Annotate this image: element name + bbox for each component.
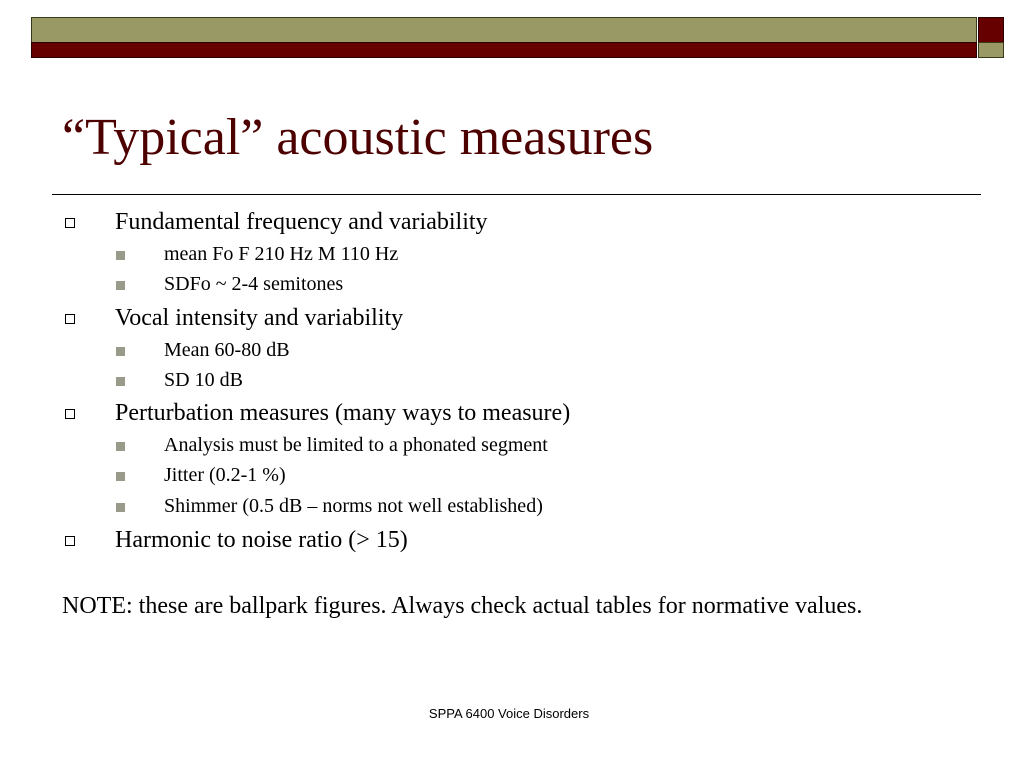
hollow-square-bullet-icon (65, 409, 75, 419)
footer-text: SPPA 6400 Voice Disorders (428, 706, 590, 721)
hollow-square-bullet-icon (65, 218, 75, 228)
filled-square-bullet-icon (116, 377, 125, 386)
header-maroon-square (978, 17, 1004, 43)
bullet-item: Harmonic to noise ratio (> 15) (115, 527, 408, 553)
slide-title: “Typical” acoustic measures (62, 109, 654, 166)
header-maroon-bar (31, 42, 977, 58)
filled-square-bullet-icon (116, 472, 125, 481)
bullet-item: Vocal intensity and variability (115, 305, 404, 331)
sub-bullet-item: Analysis must be limited to a phonated segment (164, 434, 548, 456)
filled-square-bullet-icon (116, 251, 125, 260)
slide-footer (0, 706, 1024, 721)
filled-square-bullet-icon (116, 442, 125, 451)
hollow-square-bullet-icon (65, 314, 75, 324)
bullet-item: Fundamental frequency and variability (115, 209, 488, 235)
sub-bullet-item: mean Fo F 210 Hz M 110 Hz (164, 243, 399, 265)
hollow-square-bullet-icon (65, 536, 75, 546)
sub-bullet-item: Mean 60-80 dB (164, 339, 290, 361)
header-olive-square (978, 42, 1004, 58)
filled-square-bullet-icon (116, 347, 125, 356)
header-olive-bar (31, 17, 977, 43)
sub-bullet-item: Jitter (0.2-1 %) (164, 464, 286, 486)
sub-bullet-item: Shimmer (0.5 dB – norms not well established) (164, 495, 543, 517)
bullet-item: Perturbation measures (many ways to measure) (115, 400, 571, 426)
sub-bullet-item: SD 10 dB (164, 369, 243, 391)
filled-square-bullet-icon (116, 281, 125, 290)
filled-square-bullet-icon (116, 503, 125, 512)
title-divider (52, 194, 981, 195)
sub-bullet-item: SDFo ~ 2-4 semitones (164, 273, 344, 295)
note-text: NOTE: these are ballpark figures. Always check actual tables for normative values. (62, 593, 863, 619)
